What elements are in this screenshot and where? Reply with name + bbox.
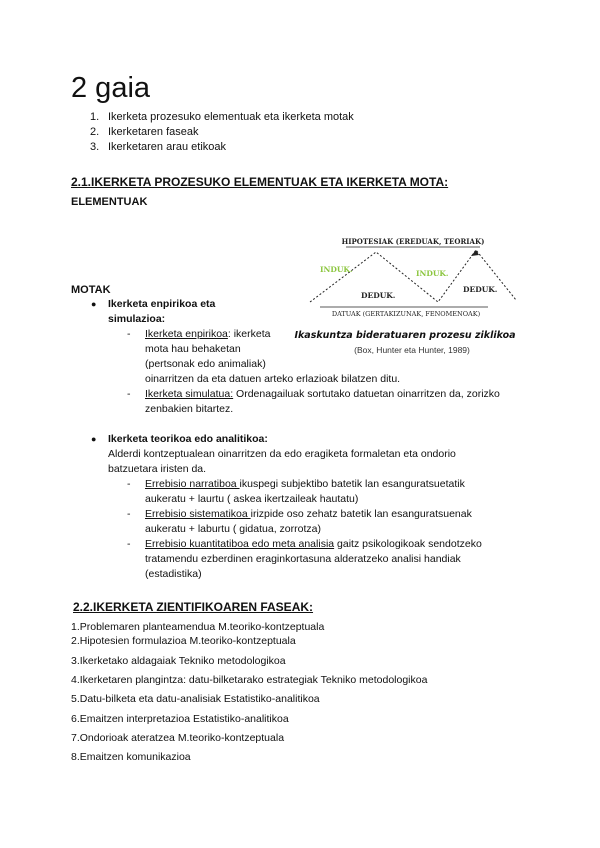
sub-item-line <box>145 477 465 492</box>
hypotheses-label: HIPOTESIAK (EREDUAK, TEORIAK) <box>341 237 485 246</box>
section-heading-elements: 2.1.IKERKETA PROZESUKO ELEMENTUAK ETA IKERKETA MOTA: <box>71 175 449 189</box>
cycle-zigzag <box>310 250 516 302</box>
sub-item-line: oinarritzen da eta datuen arteko erlazioak bilatzen ditu. <box>145 373 401 385</box>
dash: - <box>127 388 131 400</box>
term-desc: ikuspegi subjektibo batetik lan esanguratsuetatik <box>239 478 465 490</box>
figure-caption: Ikaskuntza bideratuaren prozesu ziklikoa <box>294 330 516 341</box>
sub-item-line: aukeratu + laurtu ( askea ikertzaileak hautatu) <box>145 493 359 505</box>
toc-item-num: 3. <box>90 141 100 153</box>
toc-item-num: 1. <box>90 111 100 123</box>
phase-item: 8.Emaitzen komunikazioa <box>71 751 191 763</box>
bullet-title: Ikerketa teorikoa edo analitikoa: <box>108 433 268 445</box>
term-link: Ikerketa enpirikoa <box>145 328 228 340</box>
phase-item: 6.Emaitzen interpretazioa Estatistiko-analitikoa <box>71 713 289 725</box>
sub-item-line <box>145 507 472 522</box>
sub-item-line: (estadistika) <box>145 568 202 580</box>
sub-item-line: aukeratu + laburtu ( gidatua, zorrotza) <box>145 523 321 535</box>
dash: - <box>127 508 131 520</box>
term-desc: irizpide oso zehatz batetik lan esanguratsuenak <box>250 508 472 520</box>
sub-item-line: zenbakien bitartez. <box>145 403 234 415</box>
term-desc: : ikerketa <box>227 328 271 340</box>
bullet-desc: Alderdi kontzeptualean oinarritzen da edo eragiketa formaletan eta ondorio <box>108 448 456 460</box>
toc-item: Ikerketaren faseak <box>108 126 199 138</box>
induk-label: INDUK. <box>320 265 353 274</box>
deduk-label: DEDUK. <box>361 291 396 300</box>
term-link: Errebisio kuantitatiboa edo meta analisia <box>145 538 335 550</box>
section-heading-phases: 2.2.IKERKETA ZIENTIFIKOAREN FASEAK: <box>73 600 314 614</box>
bullet-dot: ● <box>91 299 97 309</box>
toc-item: Ikerketa prozesuko elementuak eta ikerketa motak <box>108 111 354 123</box>
term-link: Errebisio sistematikoa <box>145 508 251 520</box>
dash: - <box>127 478 131 490</box>
subheading-elementuak: ELEMENTUAK <box>71 196 148 208</box>
sub-item-line <box>145 387 500 402</box>
bullet-title: simulazioa: <box>108 313 166 325</box>
data-label: DATUAK (GERTAKIZUNAK, FENOMENOAK) <box>331 310 481 318</box>
sub-item-line <box>145 537 482 552</box>
toc-item: Ikerketaren arau etikoak <box>108 141 227 153</box>
cyclic-process-diagram <box>288 232 538 360</box>
term-desc: Ordenagailuak sortutako datuetan oinarritzen da, zorizko <box>233 388 500 400</box>
term-link: Errebisio narratiboa <box>145 478 240 490</box>
term-link: Ikerketa simulatua: <box>145 388 234 400</box>
dash: - <box>127 328 131 340</box>
sub-item-line <box>145 327 271 342</box>
phase-item: 5.Datu-bilketa eta datu-analisiak Estatistiko-analitikoa <box>71 693 320 705</box>
phase-item: 2.Hipotesien formulazioa M.teoriko-kontzeptuala <box>71 635 296 647</box>
bullet-title: Ikerketa enpirikoa eta <box>108 298 216 310</box>
phase-item: 1.Problemaren planteamendua M.teoriko-kontzeptuala <box>71 621 325 633</box>
sub-item-line: (pertsonak edo animaliak) <box>145 358 266 370</box>
sub-item-line: mota hau behaketan <box>145 343 241 355</box>
phase-item: 7.Ondorioak ateratzea M.teoriko-kontzeptuala <box>71 732 285 744</box>
term-desc: gaitz psikologikoak sendotzeko <box>334 538 482 550</box>
figure-citation: (Box, Hunter eta Hunter, 1989) <box>354 345 470 355</box>
dash: - <box>127 538 131 550</box>
toc-item-num: 2. <box>90 126 100 138</box>
subheading-motak: MOTAK <box>71 284 111 296</box>
bullet-desc: batzuetara iristen da. <box>108 463 207 475</box>
sub-item-line: tratamendu ezberdinen eraginkortasuna alderatzeko analisi handiak <box>145 553 461 565</box>
phase-item: 4.Ikerketaren plangintza: datu-bilketarako estrategiak Tekniko metodologikoa <box>71 674 428 686</box>
deduk-label: DEDUK. <box>463 285 498 294</box>
page-title: 2 gaia <box>71 72 151 104</box>
induk-label: INDUK. <box>416 269 449 278</box>
bullet-dot: ● <box>91 434 97 444</box>
phase-item: 3.Ikerketako aldagaiak Tekniko metodologikoa <box>71 655 286 667</box>
